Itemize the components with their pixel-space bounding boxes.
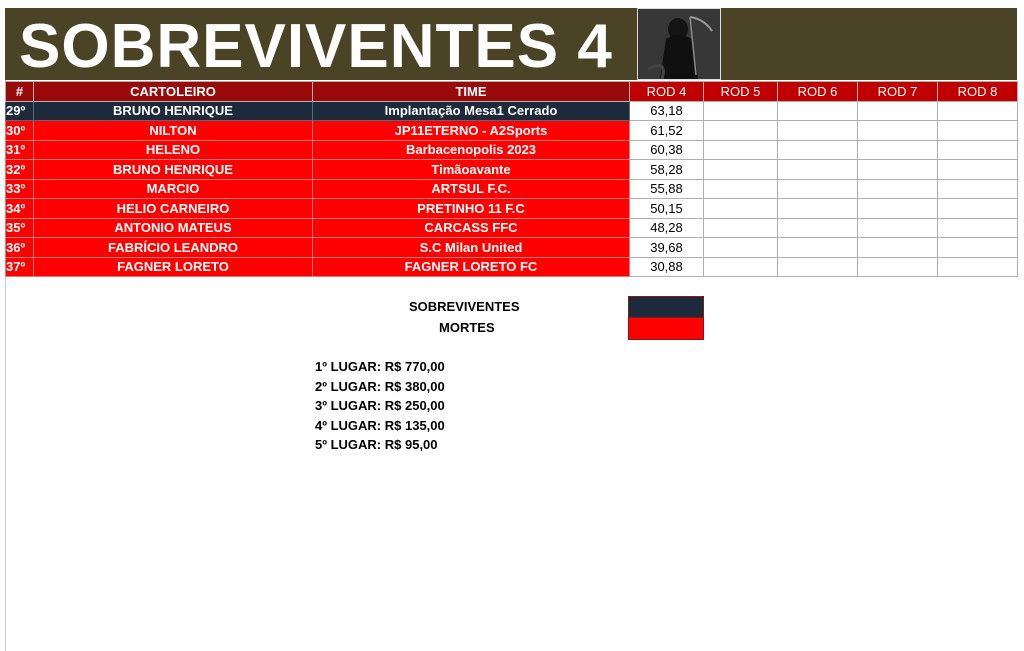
cell-rod8[interactable] — [938, 199, 1018, 219]
table-row — [6, 179, 1018, 199]
cell-team[interactable]: FAGNER LORETO FC — [313, 257, 630, 277]
cell-rod6[interactable] — [778, 257, 858, 277]
legend-deaths-swatch — [628, 317, 704, 340]
table-row — [6, 140, 1018, 160]
cell-cartoleiro[interactable]: FAGNER LORETO — [34, 257, 313, 277]
ranking-table — [5, 81, 1018, 277]
cell-rod7[interactable] — [858, 257, 938, 277]
cell-rod6[interactable] — [778, 101, 858, 121]
cell-rod6[interactable] — [778, 140, 858, 160]
col-header-cartoleiro: CARTOLEIRO — [34, 82, 313, 102]
title-banner — [5, 8, 1017, 80]
cell-cartoleiro[interactable]: BRUNO HENRIQUE — [34, 101, 313, 121]
table-row — [6, 257, 1018, 277]
cell-rod5[interactable] — [704, 199, 778, 219]
cell-rod6[interactable] — [778, 199, 858, 219]
prize-5: 5º LUGAR: R$ 95,00 — [315, 437, 438, 452]
cell-team[interactable]: ARTSUL F.C. — [313, 179, 630, 199]
cell-position[interactable]: 30º — [6, 121, 34, 141]
cell-rod7[interactable] — [858, 160, 938, 180]
legend-deaths-label: MORTES — [439, 320, 495, 335]
cell-position[interactable]: 32º — [6, 160, 34, 180]
cell-rod4[interactable]: 55,88 — [630, 179, 704, 199]
cell-cartoleiro[interactable]: HELIO CARNEIRO — [34, 199, 313, 219]
grim-reaper-image — [638, 9, 720, 79]
cell-cartoleiro[interactable]: HELENO — [34, 140, 313, 160]
cell-cartoleiro[interactable]: FABRÍCIO LEANDRO — [34, 238, 313, 258]
cell-rod5[interactable] — [704, 179, 778, 199]
cell-rod4[interactable]: 61,52 — [630, 121, 704, 141]
cell-team[interactable]: JP11ETERNO - A2Sports — [313, 121, 630, 141]
cell-team[interactable]: Barbacenopolis 2023 — [313, 140, 630, 160]
table-row — [6, 218, 1018, 238]
cell-position[interactable]: 34º — [6, 199, 34, 219]
cell-rod4[interactable]: 63,18 — [630, 101, 704, 121]
cell-rod5[interactable] — [704, 218, 778, 238]
cell-position[interactable]: 35º — [6, 218, 34, 238]
col-header-rod4: ROD 4 — [630, 82, 704, 102]
cell-rod7[interactable] — [858, 218, 938, 238]
table-row — [6, 199, 1018, 219]
col-header-rod5: ROD 5 — [704, 82, 778, 102]
cell-cartoleiro[interactable]: BRUNO HENRIQUE — [34, 160, 313, 180]
cell-rod8[interactable] — [938, 238, 1018, 258]
table-row — [6, 121, 1018, 141]
cell-rod8[interactable] — [938, 121, 1018, 141]
col-header-rod8: ROD 8 — [938, 82, 1018, 102]
table-row — [6, 238, 1018, 258]
prize-3: 3º LUGAR: R$ 250,00 — [315, 398, 445, 413]
cell-rod5[interactable] — [704, 238, 778, 258]
cell-rod4[interactable]: 30,88 — [630, 257, 704, 277]
cell-rod8[interactable] — [938, 218, 1018, 238]
cell-rod5[interactable] — [704, 140, 778, 160]
table-header-row — [6, 82, 1018, 102]
cell-cartoleiro[interactable]: ANTONIO MATEUS — [34, 218, 313, 238]
cell-rod7[interactable] — [858, 179, 938, 199]
col-header-rod6: ROD 6 — [778, 82, 858, 102]
cell-rod5[interactable] — [704, 160, 778, 180]
cell-rod4[interactable]: 58,28 — [630, 160, 704, 180]
cell-cartoleiro[interactable]: NILTON — [34, 121, 313, 141]
cell-rod7[interactable] — [858, 238, 938, 258]
col-header-pos: # — [6, 82, 34, 102]
cell-rod8[interactable] — [938, 179, 1018, 199]
cell-team[interactable]: Timãoavante — [313, 160, 630, 180]
cell-rod4[interactable]: 48,28 — [630, 218, 704, 238]
cell-rod7[interactable] — [858, 199, 938, 219]
col-header-rod7: ROD 7 — [858, 82, 938, 102]
cell-rod5[interactable] — [704, 121, 778, 141]
cell-position[interactable]: 37º — [6, 257, 34, 277]
cell-rod8[interactable] — [938, 257, 1018, 277]
cell-team[interactable]: Implantação Mesa1 Cerrado — [313, 101, 630, 121]
cell-rod8[interactable] — [938, 140, 1018, 160]
cell-position[interactable]: 36º — [6, 238, 34, 258]
cell-rod5[interactable] — [704, 257, 778, 277]
cell-cartoleiro[interactable]: MARCIO — [34, 179, 313, 199]
col-header-time: TIME — [313, 82, 630, 102]
cell-rod7[interactable] — [858, 101, 938, 121]
table-row — [6, 101, 1018, 121]
cell-rod4[interactable]: 60,38 — [630, 140, 704, 160]
cell-rod4[interactable]: 50,15 — [630, 199, 704, 219]
cell-rod7[interactable] — [858, 121, 938, 141]
cell-rod6[interactable] — [778, 218, 858, 238]
cell-position[interactable]: 29º — [6, 101, 34, 121]
cell-rod6[interactable] — [778, 179, 858, 199]
page-title: SOBREVIVENTES 4 — [19, 12, 613, 81]
cell-team[interactable]: S.C Milan United — [313, 238, 630, 258]
cell-rod4[interactable]: 39,68 — [630, 238, 704, 258]
cell-position[interactable]: 33º — [6, 179, 34, 199]
legend-survivors-swatch — [628, 296, 704, 319]
cell-rod6[interactable] — [778, 238, 858, 258]
cell-rod8[interactable] — [938, 160, 1018, 180]
legend-survivors-label: SOBREVIVENTES — [409, 299, 520, 314]
table-row — [6, 160, 1018, 180]
prize-1: 1º LUGAR: R$ 770,00 — [315, 359, 445, 374]
prize-4: 4º LUGAR: R$ 135,00 — [315, 418, 445, 433]
cell-rod5[interactable] — [704, 101, 778, 121]
cell-rod8[interactable] — [938, 101, 1018, 121]
banner-photo — [637, 8, 721, 80]
cell-rod6[interactable] — [778, 121, 858, 141]
prize-2: 2º LUGAR: R$ 380,00 — [315, 379, 445, 394]
cell-team[interactable]: PRETINHO 11 F.C — [313, 199, 630, 219]
cell-rod6[interactable] — [778, 160, 858, 180]
cell-team[interactable]: CARCASS FFC — [313, 218, 630, 238]
cell-position[interactable]: 31º — [6, 140, 34, 160]
cell-rod7[interactable] — [858, 140, 938, 160]
